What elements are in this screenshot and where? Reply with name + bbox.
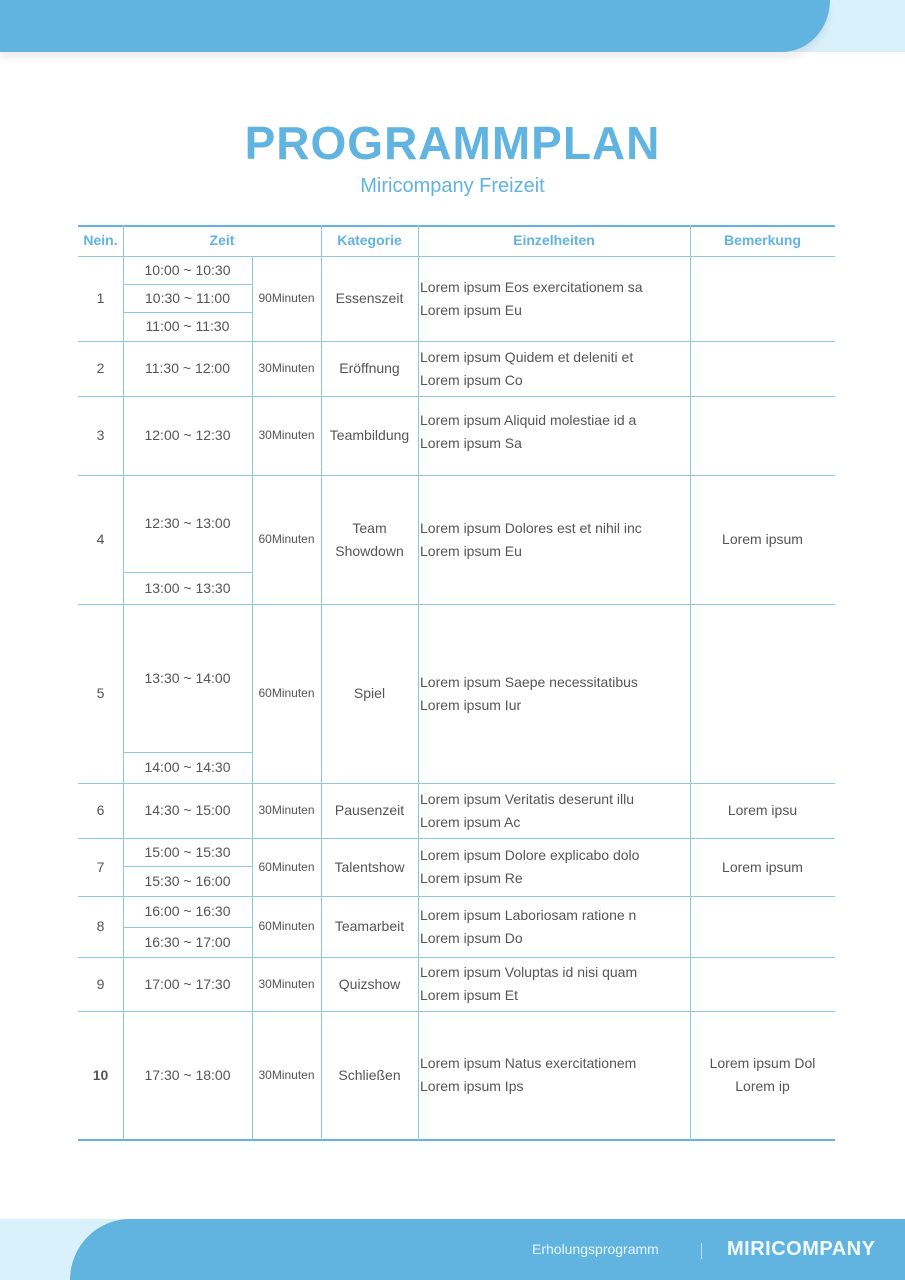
- footer-program-label: Erholungsprogramm: [532, 1241, 659, 1257]
- remark: [690, 1011, 835, 1139]
- row-number: 5: [96, 685, 105, 701]
- remark: [690, 396, 835, 475]
- time-slot: 14:00 ~ 14:30: [144, 759, 231, 775]
- details-line: Lorem ipsum Laboriosam ratione n: [420, 906, 637, 923]
- column-header-category: Kategorie: [337, 232, 402, 248]
- row-number: 1: [96, 290, 105, 306]
- category: Spiel: [353, 685, 386, 701]
- time-slot: 13:30 ~ 14:00: [144, 669, 231, 686]
- column-header-details: Einzelheiten: [513, 232, 595, 248]
- remark: [690, 256, 835, 341]
- duration: 60Minuten: [258, 532, 315, 546]
- row-number: 6: [96, 802, 105, 818]
- row-number: 3: [96, 427, 105, 443]
- category: Essenszeit: [335, 290, 404, 306]
- category-line: Team: [352, 519, 387, 536]
- category-line: Showdown: [335, 542, 404, 559]
- footer-brand-logo: MIRICOMPANY: [727, 1238, 876, 1260]
- remark: Lorem ipsum: [722, 531, 803, 547]
- duration: 60Minuten: [258, 859, 315, 874]
- time-slot: 16:00 ~ 16:30: [144, 903, 231, 919]
- details-line: Lorem ipsum Dolore explicabo dolo: [420, 847, 640, 863]
- remark-line: Lorem ipsum Dol: [709, 1055, 816, 1071]
- column-header-no: Nein.: [83, 232, 118, 248]
- details: [418, 256, 690, 341]
- time-slot: 16:30 ~ 17:00: [144, 933, 231, 950]
- row-number: 9: [96, 975, 105, 992]
- details-line: Lorem ipsum Iur: [420, 696, 522, 713]
- time-slot: 15:30 ~ 16:00: [144, 872, 231, 889]
- details: [418, 896, 690, 957]
- time-slot: 17:30 ~ 18:00: [144, 1066, 231, 1083]
- remark: Lorem ipsum: [722, 858, 803, 875]
- row-number: 7: [96, 858, 105, 875]
- details-line: Lorem ipsum Voluptas id nisi quam: [420, 964, 638, 980]
- details: [418, 783, 690, 838]
- details: [418, 838, 690, 896]
- page-title: PROGRAMMPLAN: [244, 117, 661, 169]
- column-header-remark: Bemerkung: [723, 232, 802, 248]
- time-slot: 15:00 ~ 15:30: [144, 843, 231, 860]
- details-line: Lorem ipsum Sa: [420, 434, 522, 451]
- row-number: 10: [92, 1066, 109, 1083]
- category: Quizshow: [338, 975, 401, 992]
- details-line: Lorem ipsum Ac: [420, 813, 521, 830]
- details-line: Lorem ipsum Saepe necessitatibus: [420, 673, 638, 690]
- time-slot: 17:00 ~ 17:30: [144, 975, 231, 992]
- details: [418, 396, 690, 475]
- duration: 30Minuten: [258, 1067, 315, 1082]
- remark-line: Lorem ip: [735, 1078, 790, 1094]
- time-slot: 13:00 ~ 13:30: [144, 579, 231, 596]
- header-band: [0, 0, 830, 52]
- details-line: Lorem ipsum Eu: [420, 542, 522, 559]
- footer-separator: [701, 1243, 702, 1259]
- details: [418, 957, 690, 1011]
- time-slot: 10:00 ~ 10:30: [144, 261, 231, 278]
- schedule-table: [78, 225, 835, 1141]
- category: Teambildung: [329, 427, 410, 443]
- time-slot: 11:00 ~ 11:30: [145, 318, 230, 334]
- details-line: Lorem ipsum Natus exercitationem: [420, 1055, 637, 1071]
- details-line: Lorem ipsum Co: [420, 371, 523, 388]
- remark: Lorem ipsu: [727, 802, 798, 818]
- category: Pausenzeit: [334, 802, 405, 818]
- details-line: Lorem ipsum Et: [420, 987, 519, 1003]
- details-line: Lorem ipsum Do: [420, 929, 523, 946]
- remark: [690, 604, 835, 783]
- duration: 60Minuten: [258, 686, 315, 700]
- category: Eröffnung: [339, 360, 400, 376]
- row-number: 4: [96, 531, 105, 547]
- details-line: Lorem ipsum Quidem et deleniti et: [420, 348, 634, 365]
- category: Schließen: [338, 1066, 401, 1083]
- details-line: Lorem ipsum Ips: [420, 1078, 524, 1094]
- details-line: Lorem ipsum Eu: [420, 301, 522, 318]
- details: [418, 1011, 690, 1139]
- details-line: Lorem ipsum Dolores est et nihil inc: [420, 519, 642, 536]
- time-slot: 11:30 ~ 12:00: [145, 360, 230, 376]
- category: Talentshow: [334, 858, 405, 875]
- duration: 30Minuten: [258, 803, 315, 817]
- time-slot: 10:30 ~ 11:00: [145, 289, 230, 306]
- details: [418, 604, 690, 783]
- row-number: 8: [96, 918, 105, 934]
- duration: 30Minuten: [258, 428, 315, 442]
- category: Teamarbeit: [334, 918, 405, 934]
- details-line: Lorem ipsum Re: [420, 870, 523, 886]
- time-slot: 12:00 ~ 12:30: [144, 427, 231, 443]
- details: [418, 341, 690, 396]
- row-number: 2: [96, 360, 105, 376]
- time-slot: 14:30 ~ 15:00: [144, 802, 231, 818]
- details-line: Lorem ipsum Aliquid molestiae id a: [420, 411, 637, 428]
- duration: 90Minuten: [258, 291, 315, 305]
- duration: 60Minuten: [258, 919, 315, 933]
- time-slot: 12:30 ~ 13:00: [144, 515, 231, 531]
- details-line: Lorem ipsum Eos exercitationem sa: [420, 278, 643, 295]
- details: [418, 475, 690, 604]
- column-header-time: Zeit: [209, 232, 235, 248]
- details-line: Lorem ipsum Veritatis deserunt illu: [420, 790, 634, 807]
- duration: 30Minuten: [258, 361, 315, 375]
- remark: [690, 957, 835, 1011]
- table-bottom-border: [78, 1139, 835, 1141]
- category: [321, 475, 418, 604]
- duration: 30Minuten: [258, 976, 315, 991]
- page-subtitle: Miricompany Freizeit: [360, 175, 545, 197]
- remark: [690, 341, 835, 396]
- remark: [690, 896, 835, 957]
